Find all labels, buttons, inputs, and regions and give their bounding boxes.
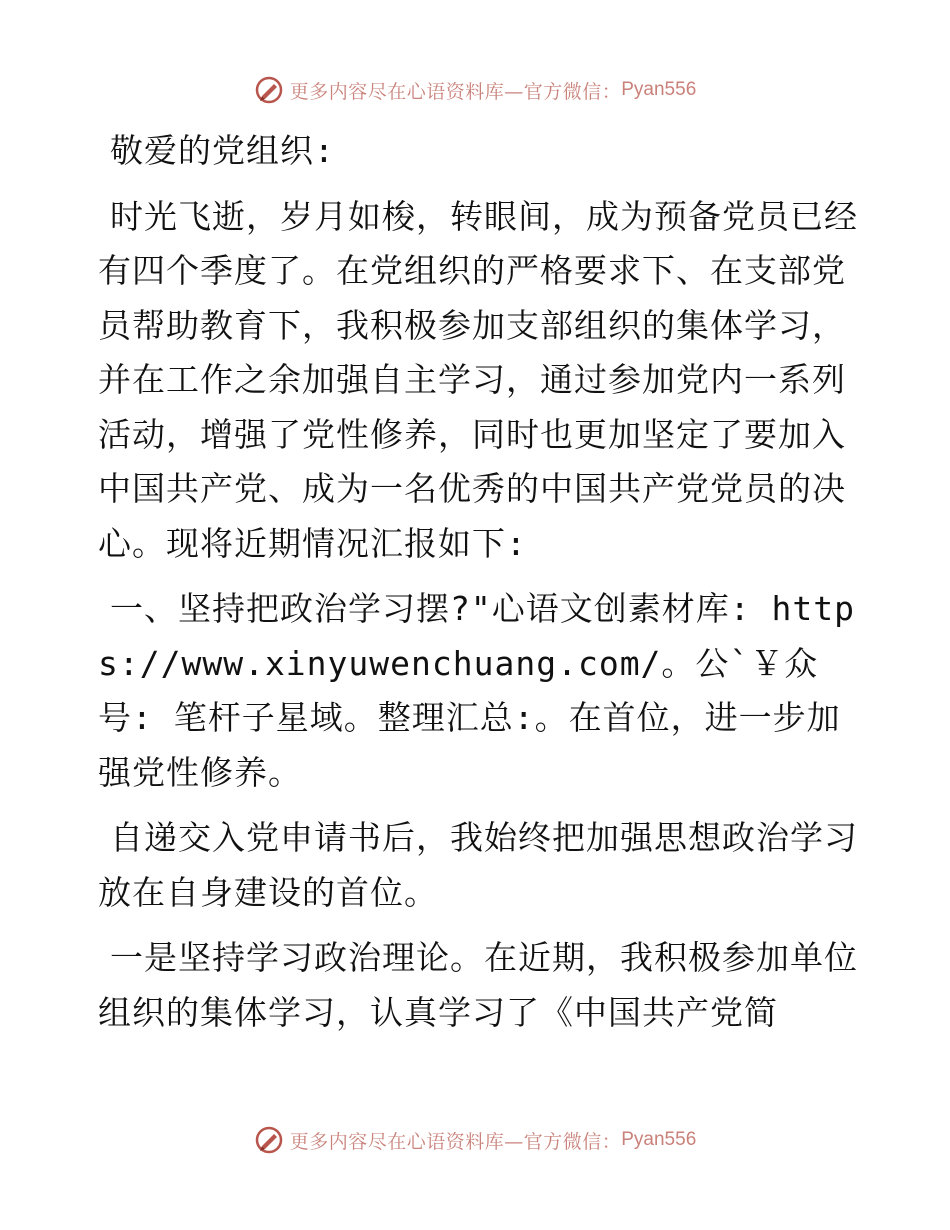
banner-wechat-id: Pyan556 [621, 79, 697, 100]
document-body [98, 124, 858, 1051]
footer-watermark-banner [0, 1122, 950, 1158]
pen-circle-logo-icon [254, 1125, 284, 1155]
paragraph: 一是坚持学习政治理论。在近期，我积极参加单位组织的集体学习，认真学习了《中国共产党简 [98, 938, 858, 1032]
pen-circle-logo-icon [254, 75, 284, 105]
banner-text: 更多内容尽在心语资料库—官方微信： [289, 80, 622, 103]
header-watermark-banner [0, 72, 950, 108]
paragraph: 自递交入党申请书后，我始终把加强思想政治学习放在自身建设的首位。 [98, 818, 858, 912]
banner-wechat-id: Pyan556 [621, 1129, 697, 1150]
salutation: 敬爱的党组织: [110, 131, 335, 170]
paragraph: 一、坚持把政治学习摆?"心语文创素材库: https://www.xinyuwenchuang.com/。公`￥众号: 笔杆子星域。整理汇总:。在首位，进一步加强党性修养。 [98, 589, 855, 792]
banner-text: 更多内容尽在心语资料库—官方微信： [289, 1130, 622, 1153]
paragraph: 时光飞逝，岁月如梭，转眼间，成为预备党员已经有四个季度了。在党组织的严格要求下、在支部党员帮助教育下，我积极参加支部组织的集体学习，并在工作之余加强自主学习，通过参加党内一系列活动，增强了党性修养，同时也更加坚定了要加入中国共产党、成为一名优秀的中国共产党党员的决心。现将近期情况汇报如下: [98, 196, 858, 563]
